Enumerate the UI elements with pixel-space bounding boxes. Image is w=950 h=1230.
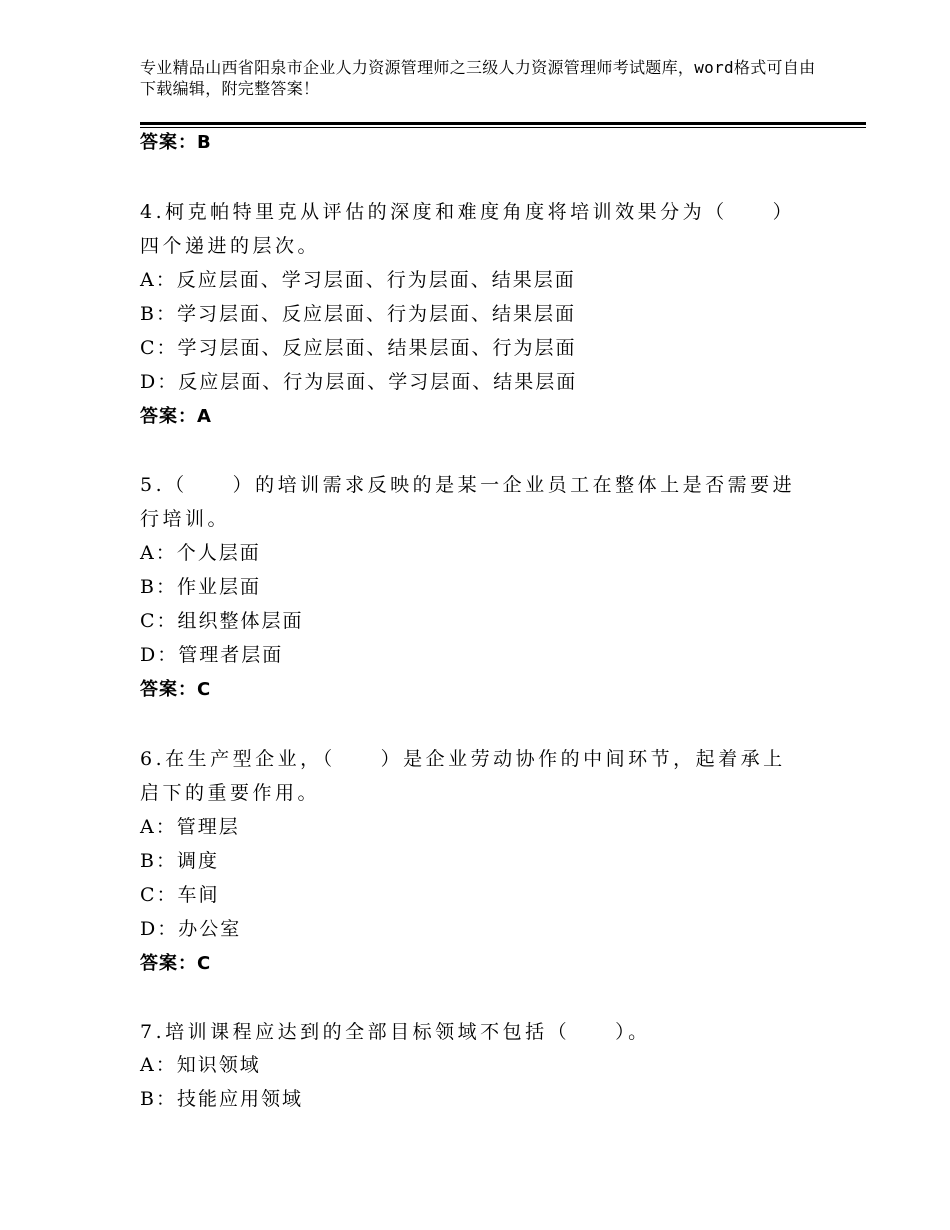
option-d: D：管理者层面 — [140, 644, 284, 666]
option-b: B：技能应用领域 — [140, 1088, 303, 1110]
answer-line: 答案：C — [140, 953, 212, 974]
option-b: B：作业层面 — [140, 576, 261, 598]
option-c: C：学习层面、反应层面、结果层面、行为层面 — [140, 337, 577, 359]
option-d: D：办公室 — [140, 918, 242, 940]
answer-line: 答案：B — [140, 132, 212, 153]
question-stem: 6.在生产型企业，（ ）是企业劳动协作的中间环节，起着承上启下的重要作用。 — [140, 748, 786, 804]
option-a: A：知识领域 — [140, 1054, 261, 1076]
page-header: 专业精品山西省阳泉市企业人力资源管理师之三级人力资源管理师考试题库，word格式可自由下载编辑，附完整答案！ — [140, 58, 816, 98]
header-rule-thick — [140, 122, 866, 125]
header-rule-thin — [140, 127, 866, 128]
option-a: A：管理层 — [140, 816, 240, 838]
answer-line: 答案：A — [140, 406, 212, 427]
option-c: C：车间 — [140, 884, 220, 906]
option-c: C：组织整体层面 — [140, 610, 304, 632]
question-stem: 4.柯克帕特里克从评估的深度和难度角度将培训效果分为（ ）四个递进的层次。 — [140, 201, 796, 257]
question-stem: 5.（ ）的培训需求反映的是某一企业员工在整体上是否需要进行培训。 — [140, 474, 796, 530]
option-d: D：反应层面、行为层面、学习层面、结果层面 — [140, 371, 578, 393]
answer-line: 答案：C — [140, 679, 212, 700]
option-b: B：调度 — [140, 850, 219, 872]
option-a: A：个人层面 — [140, 542, 261, 564]
option-a: A：反应层面、学习层面、行为层面、结果层面 — [140, 269, 576, 291]
question-stem: 7.培训课程应达到的全部目标领域不包括（ ）。 — [140, 1021, 651, 1043]
option-b: B：学习层面、反应层面、行为层面、结果层面 — [140, 303, 576, 325]
